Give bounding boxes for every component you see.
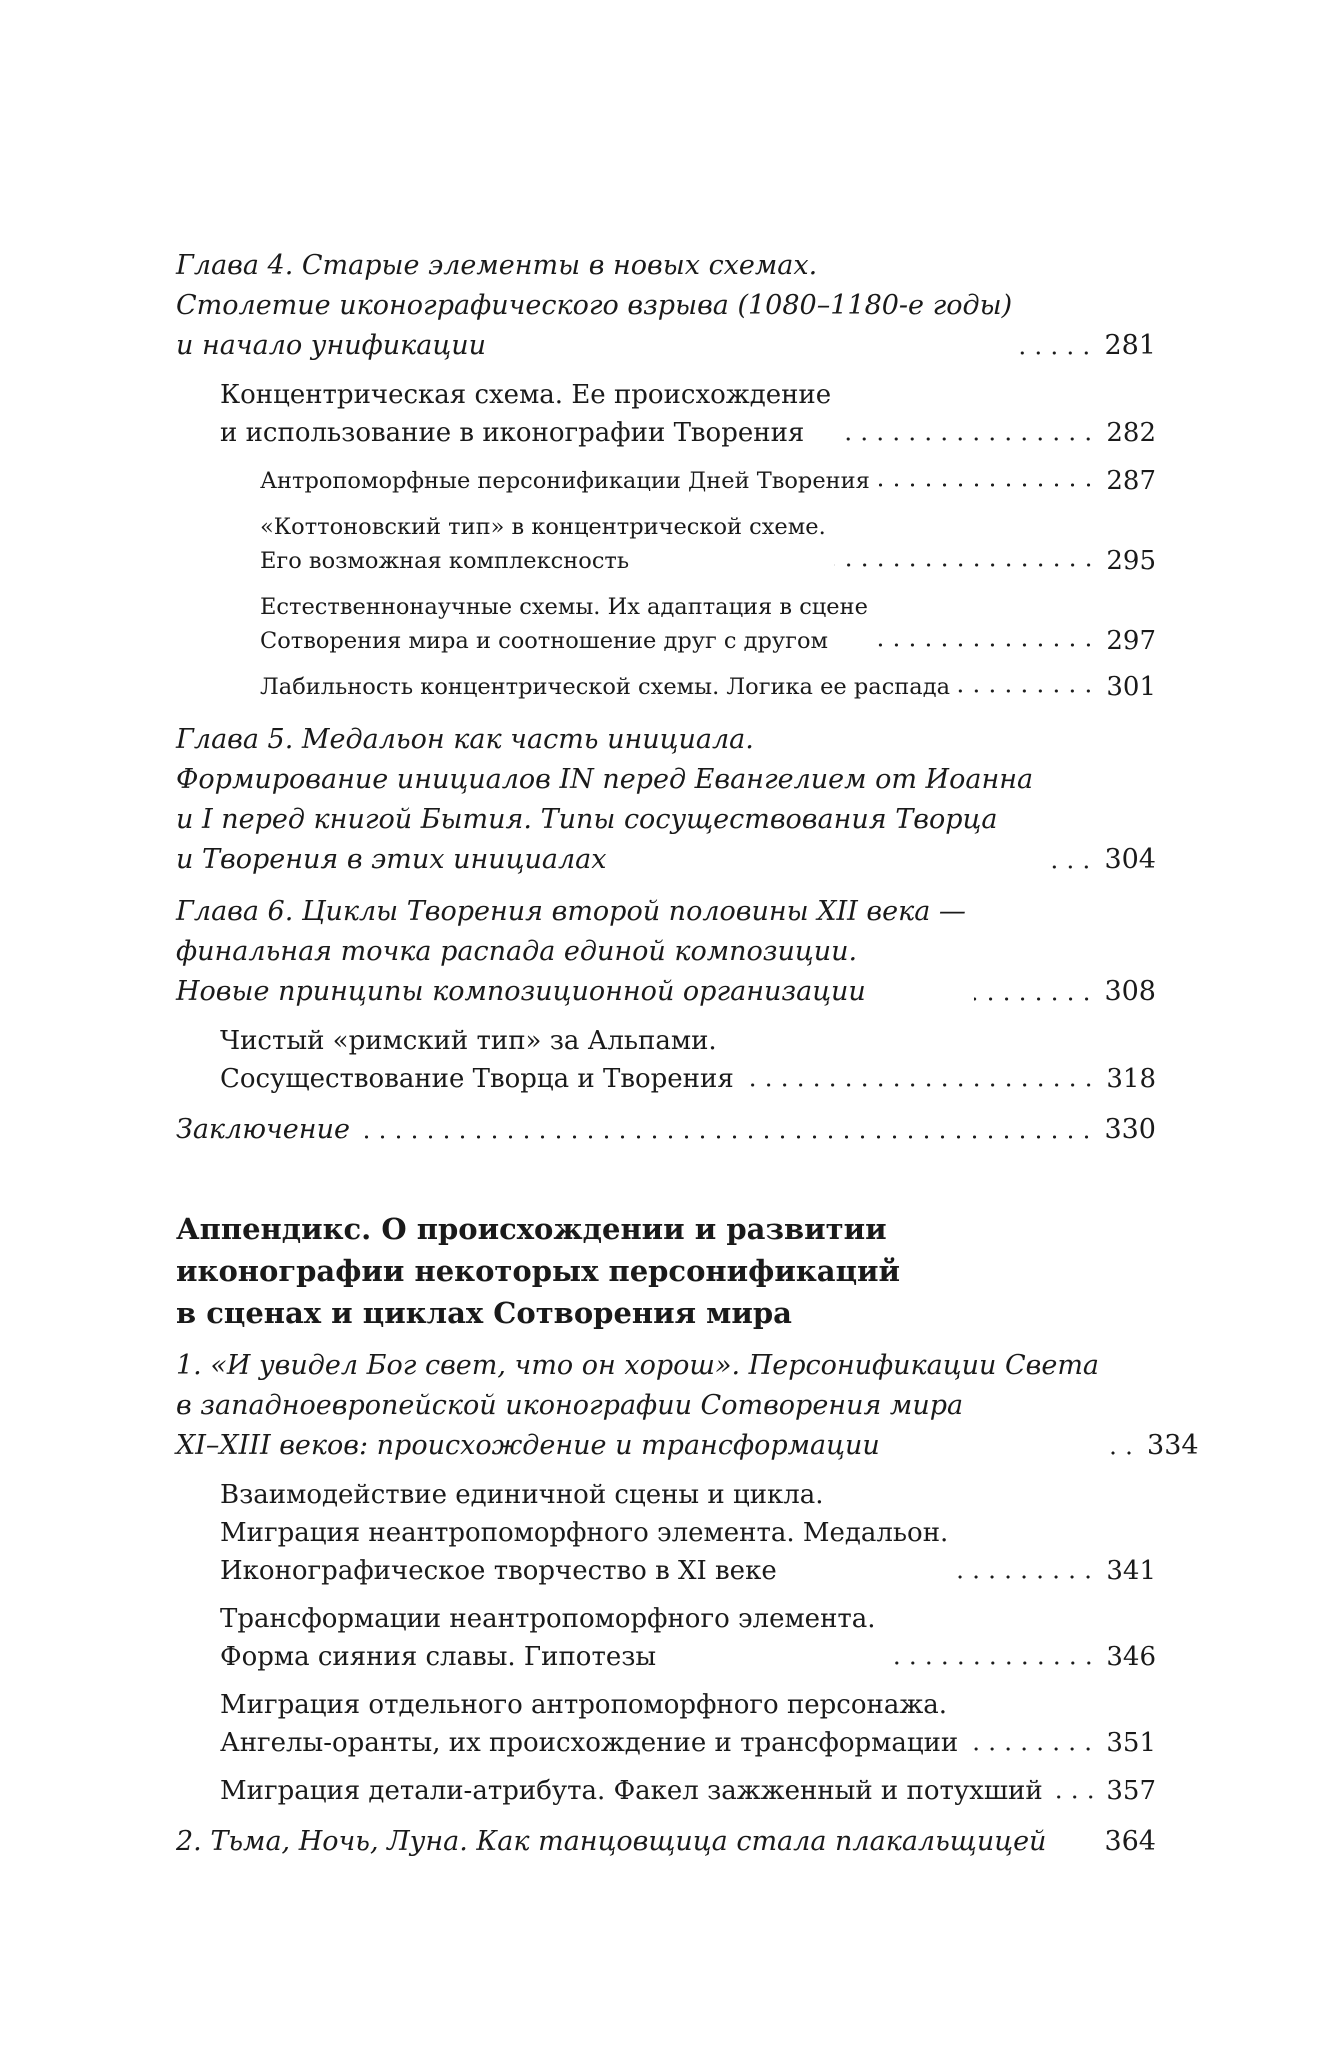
toc-entry-appendix-1 bbox=[176, 1346, 1199, 1466]
dot-leader bbox=[358, 1134, 1095, 1140]
page-number: 341 bbox=[1106, 1556, 1156, 1586]
entry-line: Миграция отдельного антропоморфного персонажа. bbox=[220, 1690, 948, 1720]
page-number: 351 bbox=[1106, 1728, 1156, 1758]
appendix-heading bbox=[176, 1208, 1156, 1334]
toc-entry-concentric-scheme bbox=[176, 376, 1156, 452]
entry-line: Новые принципы композиционной организации bbox=[176, 976, 866, 1007]
dot-leader bbox=[1049, 1794, 1099, 1800]
entry-line: Лабильность концентрической схемы. Логика ее распада bbox=[260, 674, 950, 700]
entry-line: в западноевропейской иконографии Сотворения мира bbox=[176, 1390, 964, 1421]
page-number: 297 bbox=[1106, 626, 1156, 656]
entry-line: Концентрическая схема. Ее происхождение bbox=[220, 380, 832, 410]
page-number: 287 bbox=[1106, 466, 1156, 496]
toc-entry-natural-science-schemes bbox=[176, 590, 1156, 658]
entry-line: Чистый «римский тип» за Альпами. bbox=[220, 1026, 717, 1056]
toc-entry-transformations bbox=[176, 1600, 1156, 1676]
page-number: 304 bbox=[1104, 844, 1156, 875]
toc-entry-cotton-type bbox=[176, 510, 1156, 578]
dot-leader bbox=[742, 1082, 1097, 1088]
entry-line: Иконографическое творчество в XI веке bbox=[220, 1556, 777, 1586]
entry-line: финальная точка распада единой композиции. bbox=[176, 936, 858, 967]
entry-line: Миграция неантропоморфного элемента. Медальон. bbox=[220, 1518, 949, 1548]
toc-entry-roman-type bbox=[176, 1022, 1156, 1098]
entry-line: Форма сияния славы. Гипотезы bbox=[220, 1642, 657, 1672]
page-number: 330 bbox=[1104, 1114, 1156, 1145]
toc-entry-lability bbox=[176, 670, 1156, 704]
dot-leader bbox=[974, 996, 1095, 1002]
table-of-contents bbox=[176, 246, 1199, 1862]
entry-line: Антропоморфные персонификации Дней Творения bbox=[260, 468, 870, 494]
dot-leader bbox=[834, 562, 1097, 568]
toc-entry-chapter-5 bbox=[176, 720, 1156, 880]
entry-line: и начало унификации bbox=[176, 330, 486, 361]
page-number: 281 bbox=[1104, 330, 1156, 361]
page-number: 364 bbox=[1104, 1826, 1156, 1857]
entry-line: Ангелы-оранты, их происхождение и трансформации bbox=[220, 1728, 959, 1758]
entry-line: Глава 6. Циклы Творения второй половины XII века — bbox=[176, 896, 966, 927]
entry-line: Глава 4. Старые элементы в новых схемах. bbox=[176, 250, 818, 281]
toc-entry-appendix-2 bbox=[176, 1822, 1156, 1862]
entry-line: XI–XIII веков: происхождение и трансформации bbox=[176, 1430, 880, 1461]
dot-leader bbox=[966, 1746, 1096, 1752]
entry-line: Сосуществование Творца и Творения bbox=[220, 1064, 734, 1094]
entry-line: Заключение bbox=[176, 1114, 350, 1145]
toc-entry-chapter-4 bbox=[176, 246, 1156, 366]
toc-entry-interaction bbox=[176, 1476, 1156, 1590]
page-number: 334 bbox=[1147, 1430, 1199, 1461]
toc-entry-chapter-6 bbox=[176, 892, 1156, 1012]
entry-line: Миграция детали-атрибута. Факел зажженный и потухший bbox=[220, 1776, 1043, 1806]
entry-line: Естественнонаучные схемы. Их адаптация в сцене bbox=[260, 594, 868, 620]
dot-leader bbox=[1107, 1450, 1137, 1456]
heading-line: иконографии некоторых персонификаций bbox=[176, 1254, 901, 1288]
entry-line: «Коттоновский тип» в концентрической схеме. bbox=[260, 514, 826, 540]
entry-line: Формирование инициалов IN перед Евангелием от Иоанна bbox=[176, 764, 1034, 795]
dot-leader bbox=[878, 482, 1097, 488]
page-number: 357 bbox=[1106, 1776, 1156, 1806]
page-number: 282 bbox=[1106, 418, 1156, 448]
entry-line: Столетие иконографического взрыва (1080–1180-е годы) bbox=[176, 290, 1013, 321]
page-number: 318 bbox=[1106, 1064, 1156, 1094]
dot-leader bbox=[884, 1660, 1097, 1666]
entry-line: и I перед книгой Бытия. Типы сосуществования Творца bbox=[176, 804, 998, 835]
entry-line: Его возможная комплексность bbox=[260, 548, 630, 574]
toc-entry-conclusion bbox=[176, 1110, 1156, 1150]
dot-leader bbox=[956, 1574, 1096, 1580]
entry-line: Глава 5. Медальон как часть инициала. bbox=[176, 724, 754, 755]
page-number: 295 bbox=[1106, 546, 1156, 576]
dot-leader bbox=[876, 642, 1096, 648]
entry-line: Взаимодействие единичной сцены и цикла. bbox=[220, 1480, 824, 1510]
dot-leader bbox=[1020, 350, 1094, 356]
dot-leader bbox=[958, 688, 1096, 694]
dot-leader bbox=[839, 436, 1096, 442]
entry-line: 2. Тьма, Ночь, Луна. Как танцовщица стала плакальщицей bbox=[176, 1826, 1047, 1857]
toc-entry-migration-attribute bbox=[176, 1772, 1156, 1810]
page-number: 346 bbox=[1106, 1642, 1156, 1672]
entry-line: и использование в иконографии Творения bbox=[220, 418, 805, 448]
toc-entry-anthropomorphic-days bbox=[176, 464, 1156, 498]
heading-line: Аппендикс. О происхождении и развитии bbox=[176, 1212, 887, 1246]
page-number: 308 bbox=[1104, 976, 1156, 1007]
toc-entry-migration-character bbox=[176, 1686, 1156, 1762]
heading-line: в сценах и циклах Сотворения мира bbox=[176, 1296, 792, 1330]
page-number: 301 bbox=[1106, 672, 1156, 702]
dot-leader bbox=[1041, 864, 1094, 870]
entry-line: 1. «И увидел Бог свет, что он хорош». Персонификации Света bbox=[176, 1350, 1100, 1381]
entry-line: и Творения в этих инициалах bbox=[176, 844, 607, 875]
entry-line: Сотворения мира и соотношение друг с другом bbox=[260, 628, 828, 654]
entry-line: Трансформации неантропоморфного элемента. bbox=[220, 1604, 876, 1634]
